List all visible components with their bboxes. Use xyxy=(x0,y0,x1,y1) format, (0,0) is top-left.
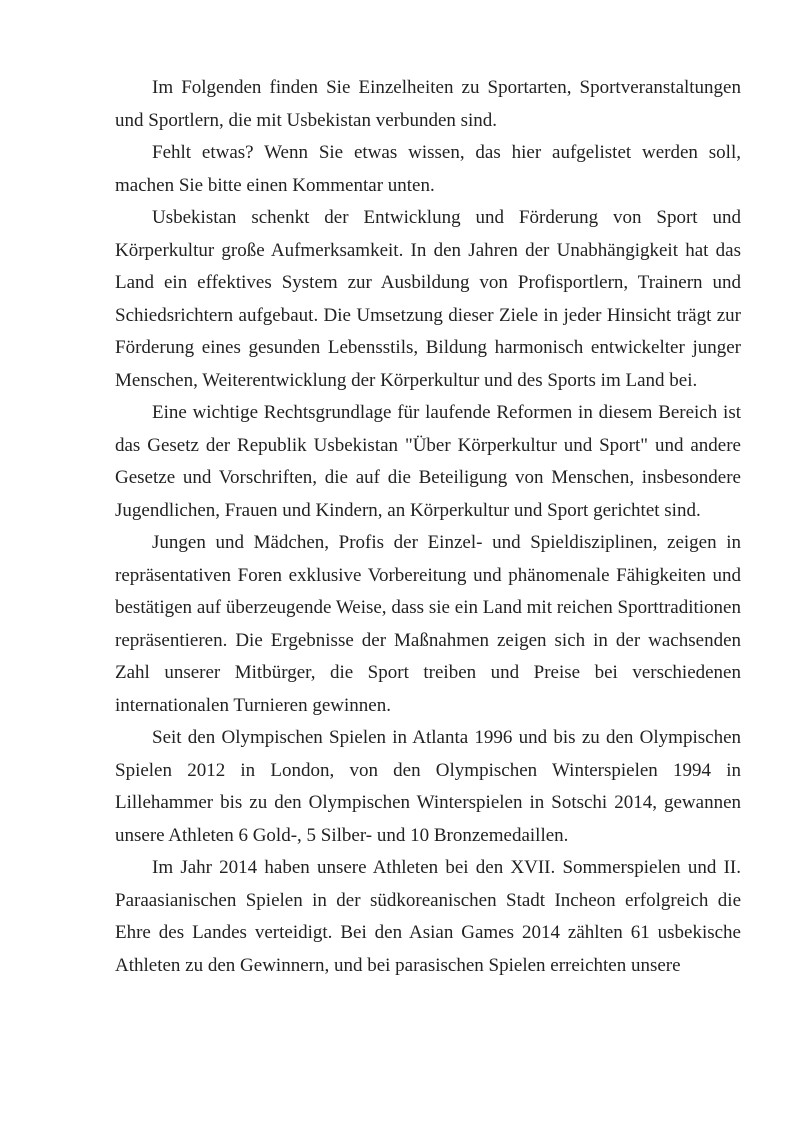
paragraph-sport-development: Usbekistan schenkt der Entwicklung und Förderung von Sport und Körperkultur große Aufmerksamkeit. In den Jahren der Unabhängigkeit hat das Land ein effektives System zur Ausbildung von Profisportlern, Trainern und Schiedsrichtern aufgebaut. Die Umsetzung dieser Ziele in jeder Hinsicht trägt zur Förderung eines gesunden Lebensstils, Bildung harmonisch entwickelter junger Menschen, Weiterentwicklung der Körperkultur und des Sports im Land bei. xyxy=(115,207,741,391)
document-page xyxy=(115,72,741,982)
paragraph-asian-games: Im Jahr 2014 haben unsere Athleten bei den XVII. Sommerspielen und II. Paraasianischen Spielen in der südkoreanischen Stadt Incheon erfolgreich die Ehre des Landes verteidigt. Bei den Asian Games 2014 zählten 61 usbekische Athleten zu den Gewinnern, und bei parasischen Spielen erreichten unsere xyxy=(115,857,741,976)
paragraph-legal-basis: Eine wichtige Rechtsgrundlage für laufende Reformen in diesem Bereich ist das Gesetz der Republik Usbekistan "Über Körperkultur und Sport" und andere Gesetze und Vorschriften, die auf die Beteiligung von Menschen, insbesondere Jugendlichen, Frauen und Kindern, an Körperkultur und Sport gerichtet sind. xyxy=(115,402,741,521)
paragraph-olympic-medals: Seit den Olympischen Spielen in Atlanta 1996 und bis zu den Olympischen Spielen 2012 in London, von den Olympischen Winterspielen 1994 in Lillehammer bis zu den Olympischen Winterspielen in Sotschi 2014, gewannen unsere Athleten 6 Gold-, 5 Silber- und 10 Bronzemedaillen. xyxy=(115,727,741,846)
paragraph-intro: Im Folgenden finden Sie Einzelheiten zu Sportarten, Sportveranstaltungen und Sportlern, die mit Usbekistan verbunden sind. xyxy=(115,77,741,131)
paragraph-comment-request: Fehlt etwas? Wenn Sie etwas wissen, das hier aufgelistet werden soll, machen Sie bitte einen Kommentar unten. xyxy=(115,142,741,196)
paragraph-athletes: Jungen und Mädchen, Profis der Einzel- und Spieldisziplinen, zeigen in repräsentativen Foren exklusive Vorbereitung und phänomenale Fähigkeiten und bestätigen auf überzeugende Weise, dass sie ein Land mit reichen Sporttraditionen repräsentieren. Die Ergebnisse der Maßnahmen zeigen sich in der wachsenden Zahl unserer Mitbürger, die Sport treiben und Preise bei verschiedenen internationalen Turnieren gewinnen. xyxy=(115,532,741,716)
